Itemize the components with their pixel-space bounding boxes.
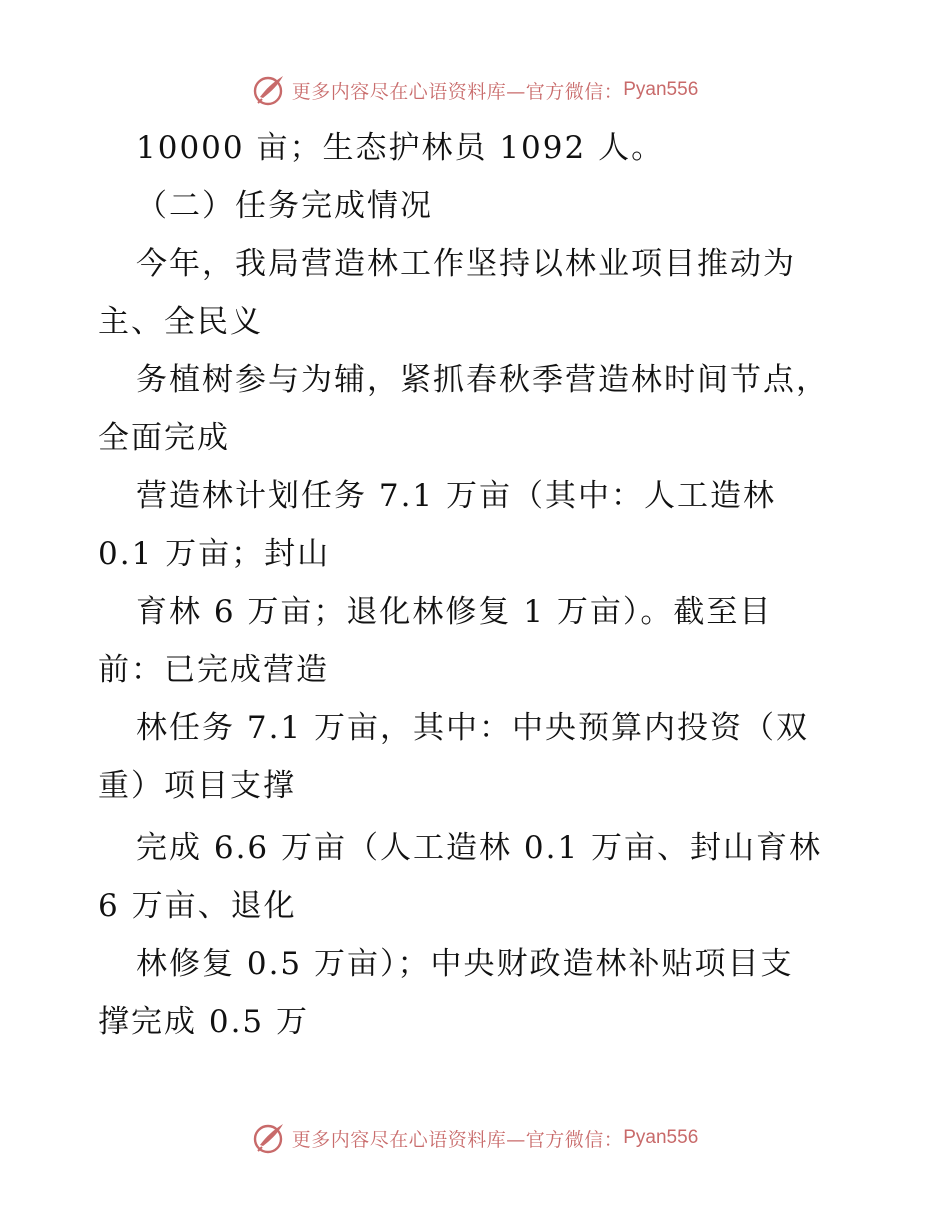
paragraph-line: 重）项目支撑 xyxy=(98,768,296,804)
paragraph-line: 0.1 万亩；封山 xyxy=(98,536,331,572)
header-watermark xyxy=(0,70,950,110)
paragraph-line: 营造林计划任务 7.1 万亩（其中：人工造林 xyxy=(136,478,777,514)
feather-logo-icon xyxy=(252,1121,286,1155)
watermark-wechat-id: Pyan556 xyxy=(623,1127,699,1148)
watermark-text: 更多内容尽在心语资料库—官方微信： xyxy=(291,1128,624,1151)
paragraph-line: 主、全民义 xyxy=(98,304,263,340)
paragraph-line: 育林 6 万亩；退化林修复 1 万亩）。截至目 xyxy=(136,594,773,630)
paragraph-line: 完成 6.6 万亩（人工造林 0.1 万亩、封山育林 xyxy=(136,830,823,866)
footer-watermark xyxy=(0,1118,950,1158)
paragraph-line: 今年，我局营造林工作坚持以林业项目推动为 xyxy=(136,246,796,282)
paragraph-line: 前：已完成营造 xyxy=(98,652,329,688)
paragraph-line: 务植树参与为辅，紧抓春秋季营造林时间节点， xyxy=(136,362,829,398)
watermark-text: 更多内容尽在心语资料库—官方微信： xyxy=(291,80,624,103)
paragraph-line: 撑完成 0.5 万 xyxy=(98,1004,310,1040)
paragraph-line: 林修复 0.5 万亩）；中央财政造林补贴项目支 xyxy=(136,946,794,982)
paragraph-line: 6 万亩、退化 xyxy=(98,888,297,924)
feather-logo-icon xyxy=(252,73,286,107)
paragraph-line: 全面完成 xyxy=(98,420,230,456)
paragraph-line: 10000 亩；生态护林员 1092 人。 xyxy=(136,130,665,166)
paragraph-line: 林任务 7.1 万亩，其中：中央预算内投资（双 xyxy=(136,710,810,746)
section-heading: （二）任务完成情况 xyxy=(136,188,433,224)
watermark-wechat-id: Pyan556 xyxy=(623,79,699,100)
